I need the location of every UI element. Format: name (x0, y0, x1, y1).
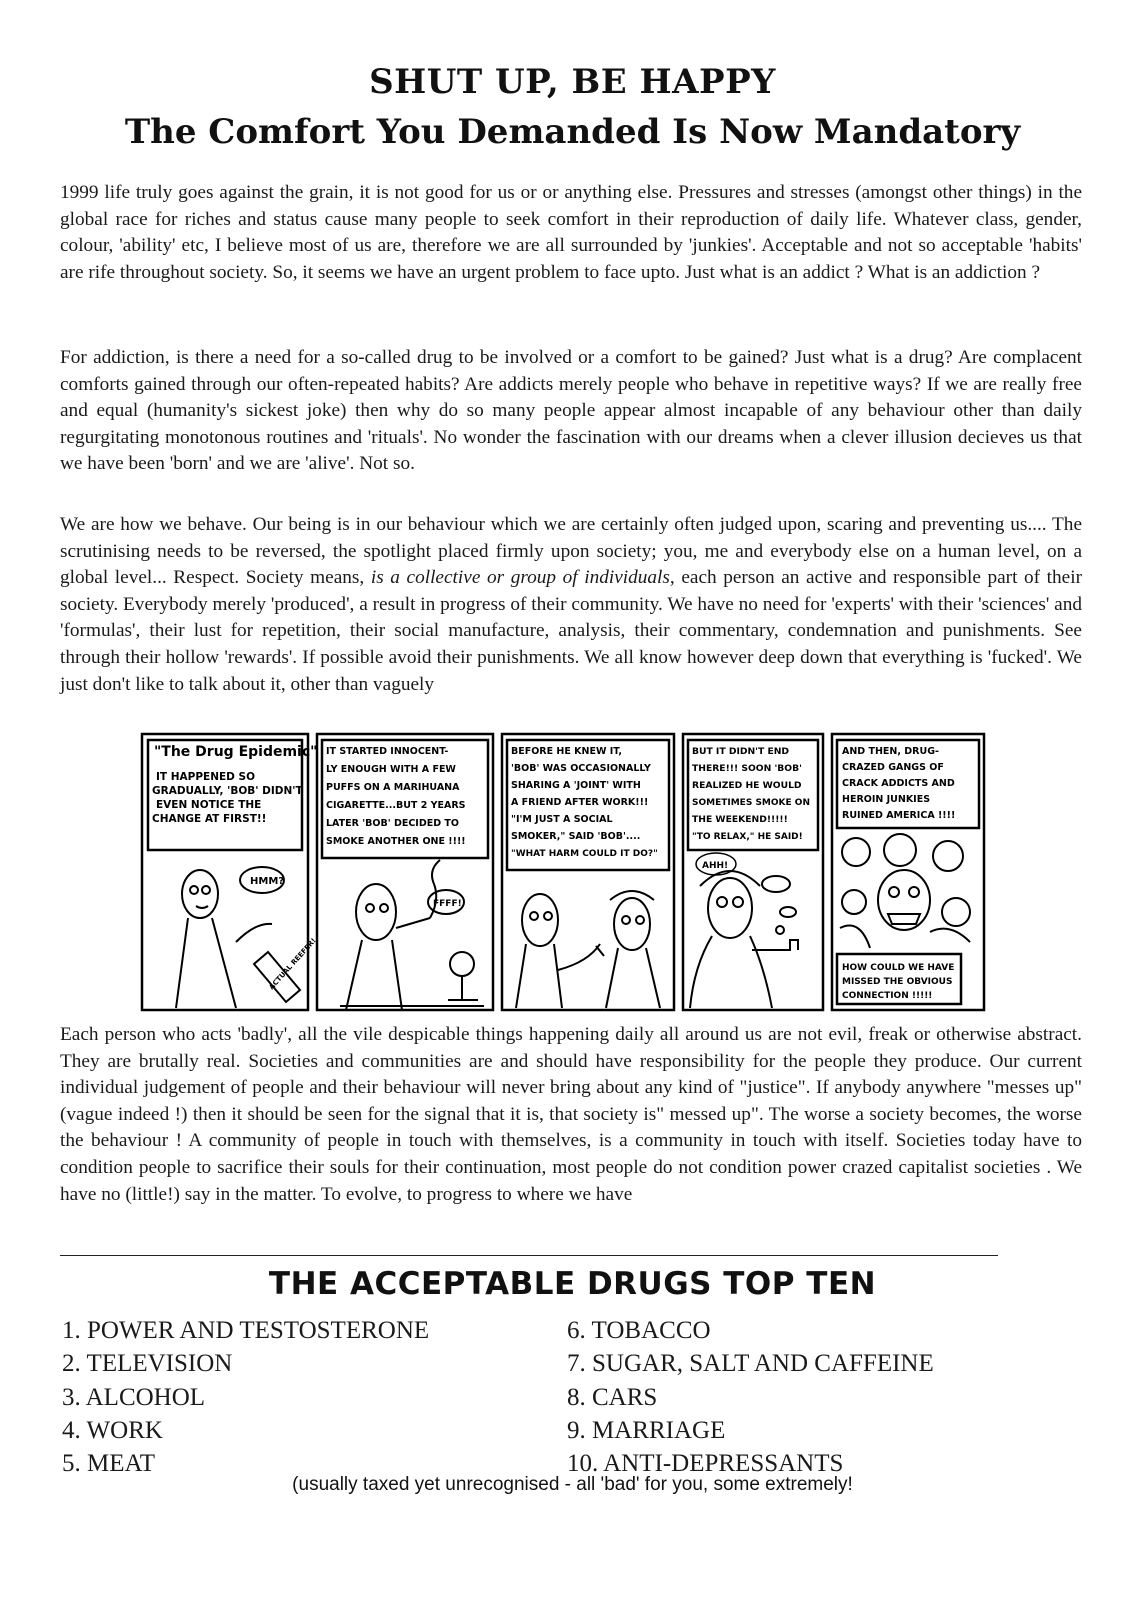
comic-crowd-drawing (840, 834, 970, 948)
comic-panel-2 (317, 734, 493, 1010)
comic-panel-4-line-1: BUT IT DIDN'T END (692, 746, 790, 757)
drug-list-item: 4. WORK (62, 1416, 163, 1444)
comic-panel-5-line-2: CRAZED GANGS OF (842, 762, 944, 773)
comic-panel-1-bubble: HMM? (250, 876, 285, 887)
comic-panel-1-sign: ACTUAL REEFER! (267, 936, 318, 992)
comic-bob-figure-4 (690, 871, 798, 1008)
drug-list-item: 7. SUGAR, SALT AND CAFFEINE (567, 1350, 934, 1378)
comic-panel-5-line-1: AND THEN, DRUG- (842, 746, 939, 757)
comic-panel-3 (502, 734, 674, 1010)
comic-strip (140, 732, 986, 1012)
drug-list-item: 2. TELEVISION (62, 1350, 233, 1378)
comic-panel-2-line-6: SMOKE ANOTHER ONE !!!! (326, 836, 466, 847)
comic-panel-4-line-4: SOMETIMES SMOKE ON (692, 798, 810, 808)
comic-panel-3-line-4: A FRIEND AFTER WORK!!! (511, 797, 649, 808)
comic-panel-3-line-6: SMOKER," SAID 'BOB'.... (511, 831, 641, 842)
paragraph-3-start: We are how we behave. Our being is in our behaviour which we are certainly often judged upon, scaring and preventing us.... The scrutinising needs to be reversed, the spotlight placed firmly upon society; you, me and everybody else on a human level, on a global level... Respect. Society means, (60, 514, 1082, 589)
comic-panel-2-bubble: FFFF! (433, 899, 462, 909)
drugs-footnote: (usually taxed yet unrecognised - all 'bad' for you, some extremely! (292, 1474, 853, 1495)
drug-list-item: 3. ALCOHOL (62, 1383, 206, 1411)
drug-list-item: 5. MEAT (62, 1450, 156, 1478)
comic-panel-5-line-5: RUINED AMERICA !!!! (842, 810, 956, 821)
comic-panel-2-line-1: IT STARTED INNOCENT- (326, 746, 449, 757)
drug-list-item: 6. TOBACCO (567, 1317, 711, 1344)
drug-list-item: 8. CARS (567, 1383, 658, 1411)
paragraph-3-end: , each person an active and responsible part of their society. Everybody merely 'produced', a result in progress of their community. We have no need for 'experts' with their 'sciences' and 'formulas', their lust for repetition, their social manufacture, analysis, their commentary, condemnation and punishments. See through their hollow 'rewards'. If possible avoid their punishments. We all know however deep down that everything is 'fucked'. We just don't like to talk about it, other than vaguely (60, 567, 1083, 695)
comic-panel-4-line-5: THE WEEKEND!!!!! (692, 814, 788, 825)
section-divider (60, 1255, 998, 1256)
comic-panel-3-line-3: SHARING A 'JOINT' WITH (511, 780, 641, 791)
comic-panel-4-line-3: REALIZED HE WOULD (692, 780, 802, 791)
comic-panel-5-line-4: HEROIN JUNKIES (842, 794, 931, 805)
comic-panel-5-bottom-3: CONNECTION !!!!! (842, 991, 933, 1001)
comic-panel-1-title: "The Drug Epidemic" (154, 744, 318, 760)
comic-panel-3-line-5: "I'M JUST A SOCIAL (511, 814, 613, 825)
paragraph-4: Each person who acts 'badly', all the vile despicable things happening daily all around us are not evil, freak or otherwise abstract. They are brutally real. Societies and communities are and should have responsibility for the people they produce. Our current individual judgement of people and their behaviour will never bring about any kind of "justice". If anybody anywhere "messes up" (vague indeed !) then it should be seen for the signal that it is, that society is" messed up". The worse a society becomes, the worse the behaviour ! A community of people in touch with themselves, is a community in touch with itself. Societies today have to condition people to sacrifice their souls for their continuation, most people do not condition power crazed capitalist societies . We have no (little!) say in the matter. To evolve, to progress to where we have (60, 1024, 1082, 1205)
drug-list-item: 1. POWER AND TESTOSTERONE (62, 1317, 430, 1344)
comic-panel-5-line-3: CRACK ADDICTS AND (842, 778, 955, 789)
society-definition: is a collective or group of individuals (370, 567, 670, 589)
comic-bob-figure-3 (516, 891, 660, 1008)
comic-panel-3-line-7: "WHAT HARM COULD IT DO?" (511, 849, 658, 859)
comic-panel-2-line-4: CIGARETTE...BUT 2 YEARS (326, 800, 466, 811)
comic-panel-5-bottom-1: HOW COULD WE HAVE (842, 963, 955, 973)
comic-panel-1-line-3: EVEN NOTICE THE (156, 799, 262, 811)
comic-panel-4-line-2: THERE!!! SOON 'BOB' (692, 763, 802, 774)
comic-panel-4-line-6: "TO RELAX," HE SAID! (692, 832, 803, 842)
comic-panel-3-line-1: BEFORE HE KNEW IT, (511, 746, 623, 757)
paragraph-2: For addiction, is there a need for a so-called drug to be involved or a comfort to be gained? Just what is a drug? Are complacent comforts gained through our often-repeated habits? Are addicts merely people who behave in repetitive ways? If we are really free and equal (humanity's sickest joke) then why do so many people appear almost incapable of any behaviour other than daily regurgitating monotonous routines and 'rituals'. No wonder the fascination with our dreams when a clever illusion decieves us that we have been 'born' and we are 'alive'. Not so. (60, 347, 1082, 475)
comic-panel-1-line-1: IT HAPPENED SO (156, 771, 256, 783)
drugs-list-left (62, 1314, 429, 1480)
comic-bob-figure-1 (176, 867, 300, 1008)
comic-panel-2-line-2: LY ENOUGH WITH A FEW (326, 764, 456, 775)
drugs-list-right (567, 1314, 934, 1480)
paragraph-1: 1999 life truly goes against the grain, it is not good for us or or anything else. Pressures and stresses (amongst other things) in the global race for riches and status cause many people to seek comfort in their reproduction of daily life. Whatever class, gender, colour, 'ability' etc, I believe most of us are, therefore we are all surrounded by 'junkies'. Acceptable and not so acceptable 'habits' are rife throughout society. So, it seems we have an urgent problem to face upto. Just what is an addict ? What is an addiction ? (60, 182, 1082, 283)
drug-list-item: 9. MARRIAGE (567, 1416, 726, 1444)
comic-bob-figure-2 (340, 860, 484, 1010)
comic-panel-2-line-3: PUFFS ON A MARIHUANA (326, 782, 460, 793)
comic-panel-5-bottom-2: MISSED THE OBVIOUS (842, 977, 953, 987)
paragraph-3 (60, 512, 1082, 698)
comic-panel-1-line-2: GRADUALLY, 'BOB' DIDN'T (152, 785, 303, 797)
drugs-top-ten-title: THE ACCEPTABLE DRUGS TOP TEN (268, 1266, 877, 1302)
comic-panel-1-line-4: CHANGE AT FIRST!! (152, 813, 267, 825)
comic-panel-3-line-2: 'BOB' WAS OCCASIONALLY (511, 763, 651, 774)
drug-list-item: 10. ANTI-DEPRESSANTS (567, 1450, 844, 1478)
comic-panel-2-line-5: LATER 'BOB' DECIDED TO (326, 818, 459, 829)
page-title: SHUT UP, BE HAPPY (369, 62, 776, 102)
comic-panel-4-bubble: AHH! (702, 861, 729, 871)
page-subtitle: The Comfort You Demanded Is Now Mandatory (124, 112, 1021, 152)
